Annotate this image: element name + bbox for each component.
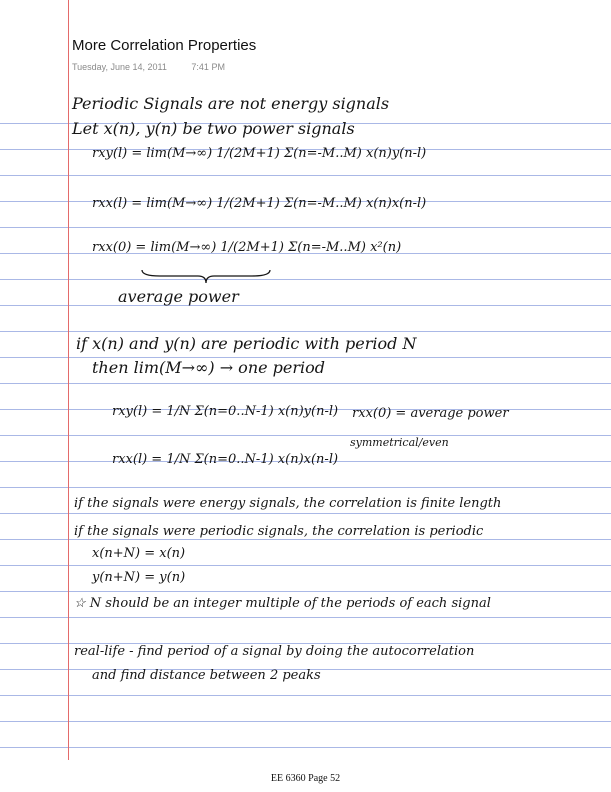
page-title: More Correlation Properties [72,37,257,54]
page-time: 7:41 PM [191,62,225,72]
equation-rxy: rxy(l) = lim(M→∞) 1/(2M+1) Σ(n=-M..M) x(n)y(n-l) [92,146,427,161]
equation-rxx-period: rxx(l) = 1/N Σ(n=0..N-1) x(n)x(n-l) [112,452,339,467]
margin-line [68,0,69,760]
page-timestamp [72,62,225,72]
page-date: Tuesday, June 14, 2011 [72,62,167,72]
note-periodic-intro: if x(n) and y(n) are periodic with period N [76,334,417,353]
note-then-limit: then lim(M→∞) → one period [92,358,326,377]
equation-rxx: rxx(l) = lim(M→∞) 1/(2M+1) Σ(n=-M..M) x(n)x(n-l) [92,196,427,211]
page-footer: EE 6360 Page 52 [270,773,341,784]
note-distance-peaks: and find distance between 2 peaks [92,668,321,683]
note-periodic-signals: if the signals were periodic signals, the correlation is periodic [74,524,484,539]
equation-rxx0: rxx(0) = lim(M→∞) 1/(2M+1) Σ(n=-M..M) x²(n) [92,240,402,255]
note-average-power: average power [118,287,239,306]
underbrace [140,268,272,286]
side-note-average-power: rxx(0) = average power [352,406,509,421]
note-real-life: real-life - find period of a signal by doing the autocorrelation [74,644,475,659]
note-line-power-signals: Let x(n), y(n) be two power signals [72,119,355,138]
note-line-periodic-signals: Periodic Signals are not energy signals [72,94,390,113]
equation-y-periodic: y(n+N) = y(n) [92,570,186,585]
note-energy-signals: if the signals were energy signals, the correlation is finite length [74,496,502,511]
note-star-integer-multiple: ☆ N should be an integer multiple of the periods of each signal [74,596,491,611]
equation-rxy-period: rxy(l) = 1/N Σ(n=0..N-1) x(n)y(n-l) [112,404,339,419]
equation-x-periodic: x(n+N) = x(n) [92,546,186,561]
side-note-symmetric: symmetrical/even [350,436,449,449]
